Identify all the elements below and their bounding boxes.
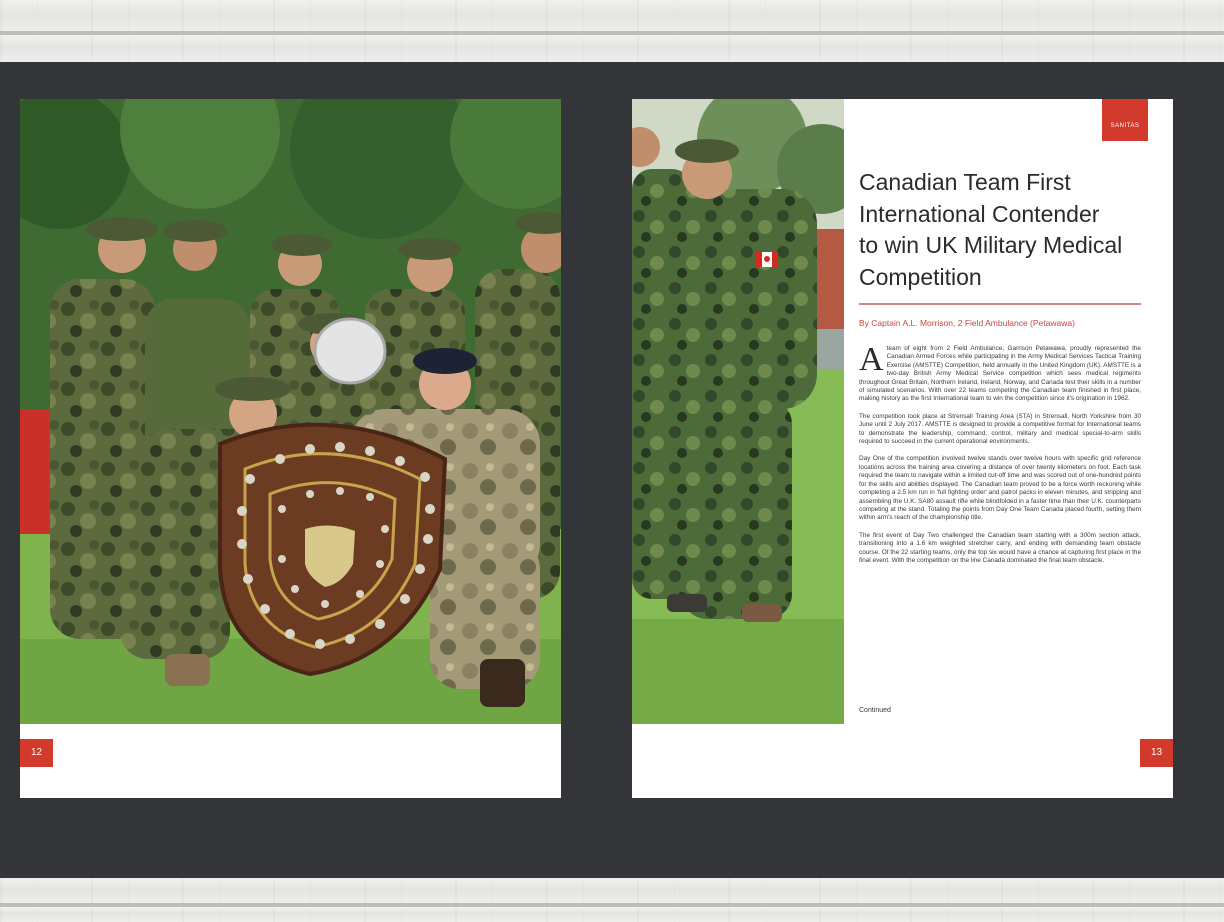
- headline-line: International Contender: [859, 200, 1100, 227]
- headline-line: Canadian Team First: [859, 169, 1071, 195]
- article-paragraph: Ateam of eight from 2 Field Ambulance, Garrison Petawawa, proudly represented the Canadian Armed Forces while participating in the Army Medical Services Tactical Training Exercise (AMSTTE) Competition, held annually in the United Kingdom (UK). AMSTTE is a two-day British Army Medical Service competition which sees medical regiments throughout Great Britain, Northern Ireland, Ireland, Norway, and Canada test their skills in a number of simulated scenarios. With over 22 teams competing the Canadian team finished in first place, making history as the first International team to win the competition since it's origination in 1962.: [859, 341, 1141, 403]
- article-paragraph: The first event of Day Two challenged the Canadian team starting with a 300m section attack, transitioning into a 1.6 km weighted stretcher carry, and ending with demanding team obstacle course. Of the 22 starting teams, only the top six would have a chance at capturing first place in the final event. With the competition on the line Canada dominated the final team obstacle.: [859, 531, 1141, 564]
- headline-line: Competition: [859, 263, 982, 290]
- section-tag: SANITAS: [1102, 99, 1148, 141]
- drop-cap: A: [859, 341, 884, 378]
- right-page: [632, 99, 1173, 798]
- byline: By Captain A.L. Morrison, 2 Field Ambulance (Petawawa): [859, 318, 1075, 328]
- page-number: 12: [20, 739, 53, 767]
- wood-plank-top-2: [0, 35, 1224, 62]
- article-paragraph: Day One of the competition involved twelve stands over twelve hours with specific grid reference locations across the training area covering a distance of over twenty kilometers on foot. Each task required the team to navigate within a limited cut-off time and was scored out of one-hundred points for the skills and abilities displayed. The Canadian team proved to be a force worth reckoning while completing a 2.5 km run in 'full fighting order' and patrol packs in eleven minutes, and stripping and assembling the U.K. SA80 assault rifle while blindfolded in a faster time than their U.K. counterparts competing at the stand. Totaling the points from Day One Team Canada placed fourth, setting them within arm's reach of the championship title.: [859, 455, 1141, 522]
- wood-plank-bottom-2: [0, 907, 1224, 922]
- article-headline: [859, 167, 1139, 293]
- page-number: 13: [1140, 739, 1173, 767]
- two-soldiers-photo: [632, 99, 844, 724]
- headline-line: to win UK Military Medical: [859, 232, 1123, 258]
- headline-divider: [859, 303, 1141, 305]
- article-paragraph: The competition took place at Strensall Training Area (STA) in Strensall, North Yorkshire from 30 June until 2 July 2017. AMSTTE is designed to provide a competitive format for International teams to demonstrate the leadership, command, control, military and medical special-to-arm skills required to succeed in the current operational environments.: [859, 412, 1141, 446]
- article-body: [859, 341, 1141, 574]
- left-page: [20, 99, 561, 798]
- team-trophy-photo: [20, 99, 561, 724]
- wood-plank-top: [0, 0, 1224, 32]
- continued-label: Continued: [859, 707, 891, 714]
- wood-plank-bottom: [0, 878, 1224, 904]
